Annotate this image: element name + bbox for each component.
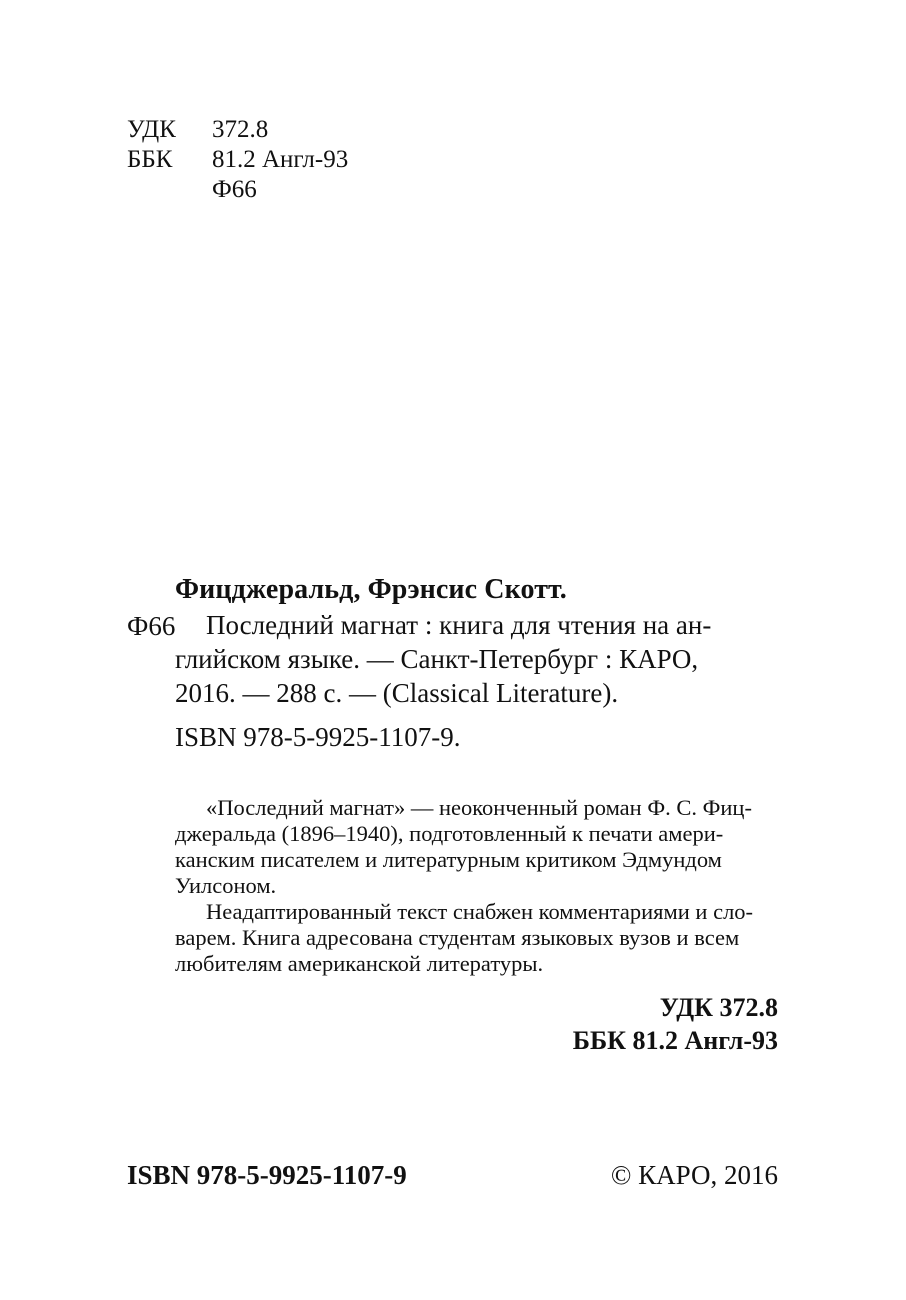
udk-value: 372.8 [212,116,269,143]
annotation-line: «Последний магнат» — неоконченный роман Ф. С. Фиц- [206,795,752,820]
annotation-line: Неадаптированный текст снабжен комментариями и сло- [206,899,754,924]
annotation-line: любителям американской литературы. [175,951,544,976]
card-author: Фицджеральд, Фрэнсис Скотт. [175,574,567,605]
card-isbn: ISBN 978-5-9925-1107-9. [175,722,461,752]
annotation-line: варем. Книга адресована студентам языковых вузов и всем [175,925,740,950]
bbk-label: ББК [127,146,173,173]
card-description-line: глийском языке. — Санкт-Петербург : КАРО, [175,644,699,674]
annotation-line: джеральда (1896–1940), подготовленный к печати амери- [175,821,724,846]
card-description-line: 2016. — 288 с. — (Classical Literature). [175,678,619,708]
bbk-value: 81.2 Англ-93 [212,146,349,173]
bbk-index: ББК 81.2 Англ-93 [572,1026,778,1055]
annotation-line: Уилсоном. [175,873,277,898]
author-mark: Ф66 [212,176,257,203]
card-author-mark: Ф66 [127,611,176,641]
footer-copyright: © КАРО, 2016 [610,1160,778,1190]
udk-index: УДК 372.8 [659,993,778,1022]
card-description-line: Последний магнат : книга для чтения на ан- [206,610,712,640]
udk-label: УДК [127,116,176,143]
footer-isbn: ISBN 978-5-9925-1107-9 [127,1160,407,1190]
annotation-line: канским писателем и литературным критиком Эдмундом [175,847,722,872]
